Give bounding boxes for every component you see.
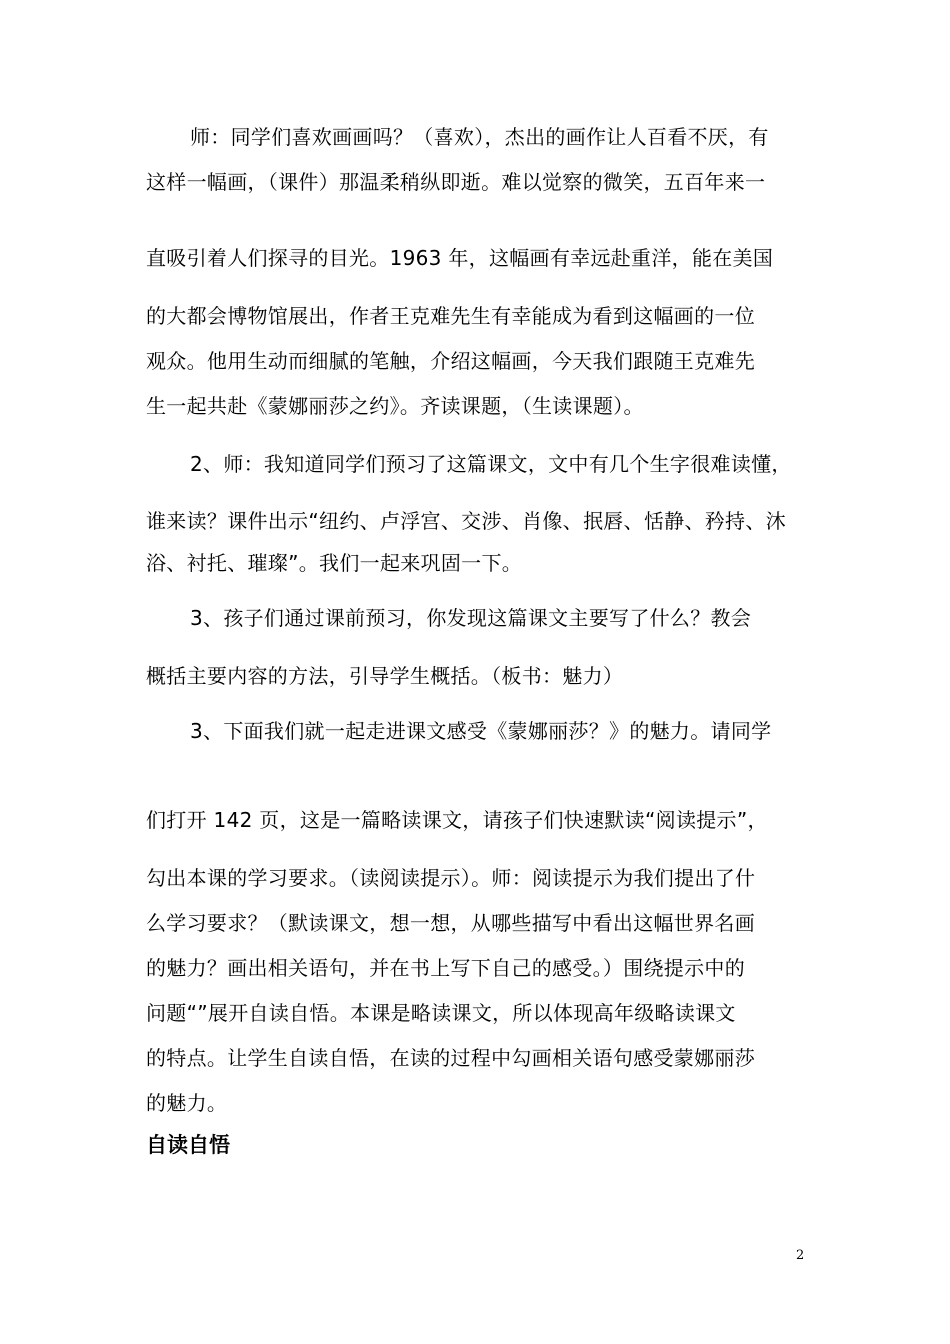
paragraph-line: 直吸引着人们探寻的目光。1963 年，这幅画有幸远赴重洋，能在美国 [146,246,774,270]
paragraph-line: 谁来读？课件出示“纽约、卢浮宫、交涉、肖像、抿唇、恬静、矜持、沐 [146,509,786,533]
page-number: 2 [796,1248,805,1263]
paragraph-line: 勾出本课的学习要求。（读阅读提示）。师：阅读提示为我们提出了什 [146,866,756,890]
paragraph-line: 的大都会博物馆展出，作者王克难先生有幸能成为看到这幅画的一位 [146,304,755,328]
paragraph-line: 观众。他用生动而细腻的笔触，介绍这幅画，今天我们跟随王克难先 [146,349,755,373]
paragraph-line: 3、孩子们通过课前预习，你发现这篇课文主要写了什么？教会 [190,606,752,630]
paragraph-line: 们打开 142 页，这是一篇略读课文，请孩子们快速默读“阅读提示”， [146,808,768,832]
paragraph-line: 这样一幅画，（课件）那温柔稍纵即逝。难以觉察的微笑，五百年来一 [146,170,766,194]
paragraph-line: 3、下面我们就一起走进课文感受《蒙娜丽莎？》的魅力。请同学 [190,719,772,743]
paragraph-line: 的魅力？画出相关语句，并在书上写下自己的感受。）围绕提示中的 [146,956,745,980]
paragraph-line: 的魅力。 [146,1091,228,1115]
paragraph-line: 生一起共赴《蒙娜丽莎之约》。齐读课题，（生读课题）。 [146,394,644,418]
section-heading: 自读自悟 [146,1133,230,1157]
paragraph-line: 2、师：我知道同学们预习了这篇课文，文中有几个生字很难读懂， [190,452,792,476]
paragraph-line: 师：同学们喜欢画画吗？（喜欢），杰出的画作让人百看不厌，有 [190,125,769,149]
paragraph-line: 浴、衬托、璀璨”。我们一起来巩固一下。 [146,551,523,575]
paragraph-line: 概括主要内容的方法，引导学生概括。（板书：魅力） [146,664,624,688]
paragraph-line: 的特点。让学生自读自悟，在读的过程中勾画相关语句感受蒙娜丽莎 [146,1046,755,1070]
paragraph-line: 么学习要求？（默读课文，想一想，从哪些描写中看出这幅世界名画 [146,911,755,935]
paragraph-line: 问题“”展开自读自悟。本课是略读课文，所以体现高年级略读课文 [146,1001,736,1025]
